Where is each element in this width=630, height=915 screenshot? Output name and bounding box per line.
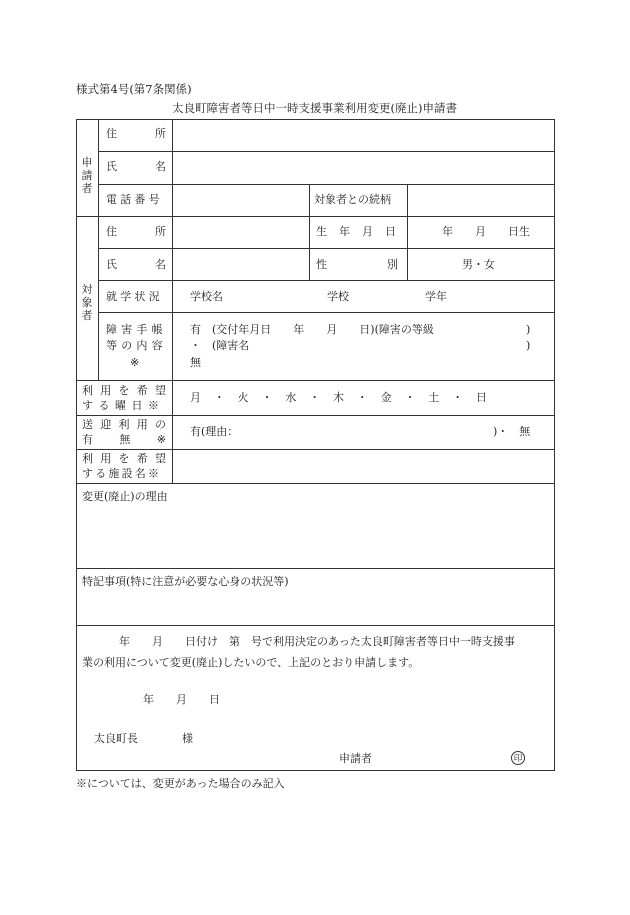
applicant-address-label: 住 所: [106, 127, 166, 140]
subject-group-label: 対象者: [81, 283, 93, 322]
subject-name-label: 氏 名: [106, 258, 166, 271]
subject-school-value: 学校: [327, 290, 349, 303]
subject-notebook-label-mark: ※: [130, 356, 140, 369]
subject-birth-label: 生年月日: [316, 225, 408, 238]
form-id: 様式第4号(第7条関係): [76, 82, 192, 96]
seal-mark: 印: [511, 751, 525, 765]
transport-value[interactable]: 有(理由：: [190, 425, 239, 438]
subject-grade-value: 学年: [425, 290, 447, 303]
usage-days-label-line1: 利 用 を 希 望: [82, 384, 166, 397]
transport-value-close[interactable]: )・ 無: [493, 425, 531, 438]
declaration-line2: 業の利用について変更(廃止)したいので、上記のとおり申請します。: [82, 656, 420, 669]
subject-notebook-line2: ・ (障害名: [190, 339, 250, 352]
declaration-line1: 年 月 日付け 第 号で利用決定のあった太良町障害者等日中一時支援事: [119, 635, 515, 648]
declaration-applicant-label: 申請者: [339, 752, 372, 765]
applicant-relation-label: 対象者との続柄: [314, 193, 391, 206]
subject-notebook-line3: 無: [190, 356, 201, 369]
declaration-addressee: 太良町長 様: [94, 732, 193, 745]
day-mon[interactable]: 月: [190, 391, 201, 404]
transport-label-line1: 送 迎 利 用 の: [82, 418, 166, 431]
subject-school-name-label: 学校名: [190, 290, 223, 303]
subject-school-label: 就学状況: [106, 290, 163, 303]
subject-notebook-label-line1: 障害手帳: [106, 323, 167, 336]
subject-notebook-label-line2: 等の内容: [106, 339, 167, 352]
subject-notebook-line1: 有 (交付年月日 年 月 日)(障害の等級: [190, 323, 434, 336]
day-sun[interactable]: 日: [475, 391, 487, 404]
subject-notebook-line2-close: ): [526, 339, 531, 352]
subject-address-label: 住 所: [106, 225, 166, 238]
day-tue[interactable]: 火: [237, 391, 249, 404]
reason-label: 変更(廃止)の理由: [82, 490, 168, 503]
subject-notebook-line1-close: ): [526, 323, 531, 336]
form-title: 太良町障害者等日中一時支援事業利用変更(廃止)申請書: [172, 101, 457, 115]
facility-label-line2: する施設名※: [82, 467, 162, 480]
day-thu[interactable]: 木: [332, 391, 344, 404]
subject-birth-value: 年 月 日生: [442, 225, 530, 238]
applicant-name-label: 氏 名: [106, 160, 166, 173]
day-sat[interactable]: 土: [428, 391, 440, 404]
day-wed[interactable]: 水: [285, 391, 297, 404]
usage-days-options: 月 ・ 火 ・ 水 ・ 木 ・ 金 ・ 土 ・ 日: [190, 391, 487, 404]
declaration-date: 年 月 日: [143, 693, 220, 706]
facility-label-line1: 利 用 を 希 望: [82, 452, 166, 465]
applicant-group-label: 申請者: [81, 156, 93, 195]
day-fri[interactable]: 金: [380, 391, 392, 404]
transport-label-line2: 有 無 ※: [82, 433, 166, 446]
usage-days-label-line2: する曜日※: [82, 399, 165, 412]
applicant-phone-label: 電話番号: [106, 193, 163, 206]
footnote: ※については、変更があった場合のみ記入: [76, 777, 285, 790]
special-notes-label: 特記事項(特に注意が必要な心身の状況等): [82, 575, 289, 588]
subject-gender-label: 性 別: [316, 258, 398, 271]
subject-gender-value: 男・女: [462, 258, 495, 271]
